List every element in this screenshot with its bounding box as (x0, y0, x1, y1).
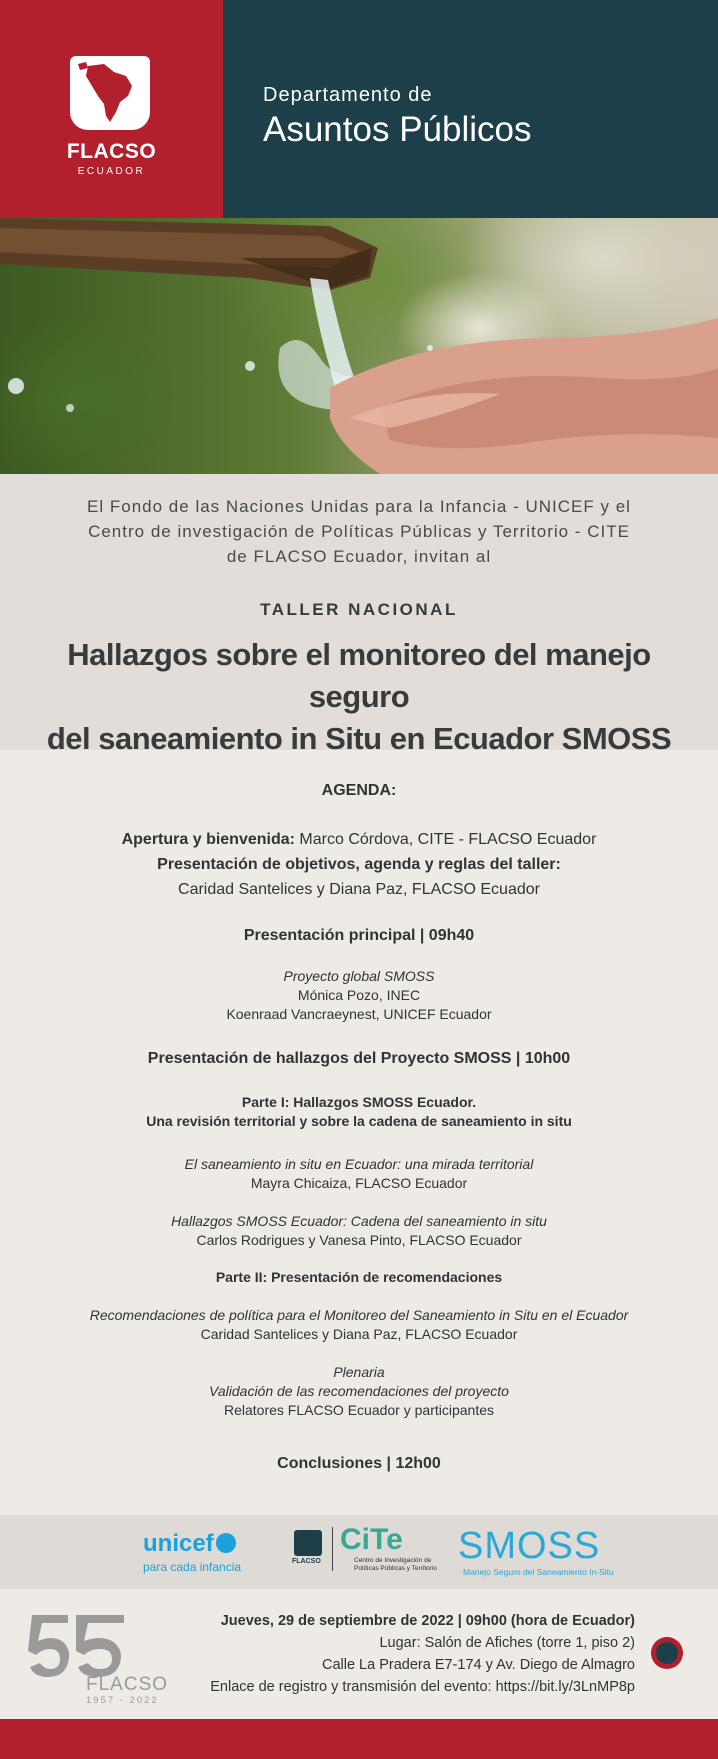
talk1-speaker: Mayra Chicaiza, FLACSO Ecuador (250, 1175, 468, 1191)
talk3-speaker: Caridad Santelices y Diana Paz, FLACSO Ecuador (200, 1326, 518, 1342)
unicef-globe-icon (216, 1533, 236, 1553)
event-details (0, 1589, 718, 1719)
intro-section (0, 474, 718, 756)
event-type-label: TALLER NACIONAL (260, 600, 458, 619)
main-presentation-speaker: Koenraad Vancraeynest, UNICEF Ecuador (226, 1006, 492, 1022)
closing-heading: Conclusiones | 12h00 (277, 1455, 441, 1472)
event-title (20, 634, 698, 760)
main-presentation-heading: Presentación principal | 09h40 (243, 927, 475, 944)
part1-heading: Parte I: Hallazgos SMOSS Ecuador. (241, 1094, 477, 1110)
department-name: Asuntos Públicos (263, 110, 532, 149)
objectives-label: Presentación de objetivos, agenda y reglas del taller: (157, 856, 561, 873)
event-title-line: Hallazgos sobre el monitoreo del manejo seguro (67, 637, 651, 714)
bottom-bar (0, 1719, 718, 1759)
agenda-opening (0, 831, 718, 849)
anniversary-65-icon (28, 1611, 128, 1681)
unicef-wordmark: unicef (143, 1530, 214, 1557)
department-panel (223, 0, 718, 218)
plenary-speaker: Relatores FLACSO Ecuador y participantes (223, 1402, 494, 1418)
unicef-logo (143, 1530, 236, 1558)
invitation-line: El Fondo de las Naciones Unidas para la Infancia - UNICEF y el (87, 497, 631, 516)
smoss-logo: SMOSS (458, 1525, 601, 1567)
cite-logo: CiTe (340, 1523, 403, 1556)
flacso-map-logo-icon (70, 56, 150, 130)
unicef-tagline: para cada infancia (143, 1560, 242, 1574)
findings-heading: Presentación de hallazgos del Proyecto SMOSS | 10h00 (147, 1050, 571, 1067)
flacso-logo-country: ECUADOR (77, 166, 146, 177)
event-date-time: Jueves, 29 de septiembre de 2022 | 09h00 (hora de Ecuador) (220, 1613, 635, 1629)
cite-subtitle: Centro de Investigación de (354, 1557, 432, 1564)
cite-subtitle: Políticas Públicas y Territorio (354, 1565, 437, 1572)
flacso-logo-text: FLACSO (66, 140, 157, 163)
event-title-line: del saneamiento in Situ en Ecuador SMOSS (46, 721, 672, 756)
flacso-logo-panel (0, 0, 223, 218)
logo-divider (332, 1527, 333, 1571)
invitation-text (60, 494, 658, 569)
part2-heading: Parte II: Presentación de recomendaciones (215, 1269, 503, 1285)
talk2-title: Hallazgos SMOSS Ecuador: Cadena del saneamiento in situ (171, 1213, 547, 1229)
flacso-mini-logo-text: FLACSO (292, 1558, 321, 1565)
agenda-section (0, 750, 718, 1515)
water-hands-photo (0, 218, 718, 474)
department-label: Departamento de (263, 84, 433, 106)
plenary-subtitle: Validación de las recomendaciones del proyecto (209, 1383, 509, 1399)
anniversary-years: 1957 - 2022 (86, 1695, 159, 1706)
talk3-title: Recomendaciones de política para el Monitoreo del Saneamiento in Situ en el Ecuador (89, 1307, 629, 1323)
partner-logos (0, 1515, 718, 1589)
agenda-heading: AGENDA: (321, 782, 397, 799)
decorative-circle-inner (656, 1642, 678, 1664)
main-presentation-title: Proyecto global SMOSS (283, 968, 435, 984)
event-address: Calle La Pradera E7-174 y Av. Diego de Almagro (321, 1657, 635, 1673)
invitation-line: de FLACSO Ecuador, invitan al (226, 547, 492, 566)
opening-label: Apertura y bienvenida: (121, 831, 295, 848)
anniversary-name: FLACSO (86, 1674, 169, 1695)
main-presentation-speaker: Mónica Pozo, INEC (297, 987, 421, 1003)
opening-speaker: Marco Córdova, CITE - FLACSO Ecuador (294, 831, 597, 848)
talk2-speaker: Carlos Rodrigues y Vanesa Pinto, FLACSO Ecuador (196, 1232, 522, 1248)
part1-subheading: Una revisión territorial y sobre la cadena de saneamiento in situ (146, 1113, 572, 1129)
header (0, 0, 718, 218)
smoss-subtitle: Manejo Seguro del Saneamiento In-Situ (463, 1567, 614, 1577)
event-place: Lugar: Salón de Afiches (torre 1, piso 2) (379, 1635, 635, 1651)
plenary-title: Plenaria (333, 1364, 385, 1380)
flacso-mini-logo-icon (294, 1530, 322, 1556)
talk1-title: El saneamiento in situ en Ecuador: una mirada territorial (184, 1156, 534, 1172)
objectives-speakers: Caridad Santelices y Diana Paz, FLACSO Ecuador (178, 881, 540, 898)
invitation-line: Centro de investigación de Políticas Públicas y Territorio - CITE (88, 522, 630, 541)
registration-link[interactable]: Enlace de registro y transmisión del evento: https://bit.ly/3LnMP8p (210, 1679, 635, 1695)
